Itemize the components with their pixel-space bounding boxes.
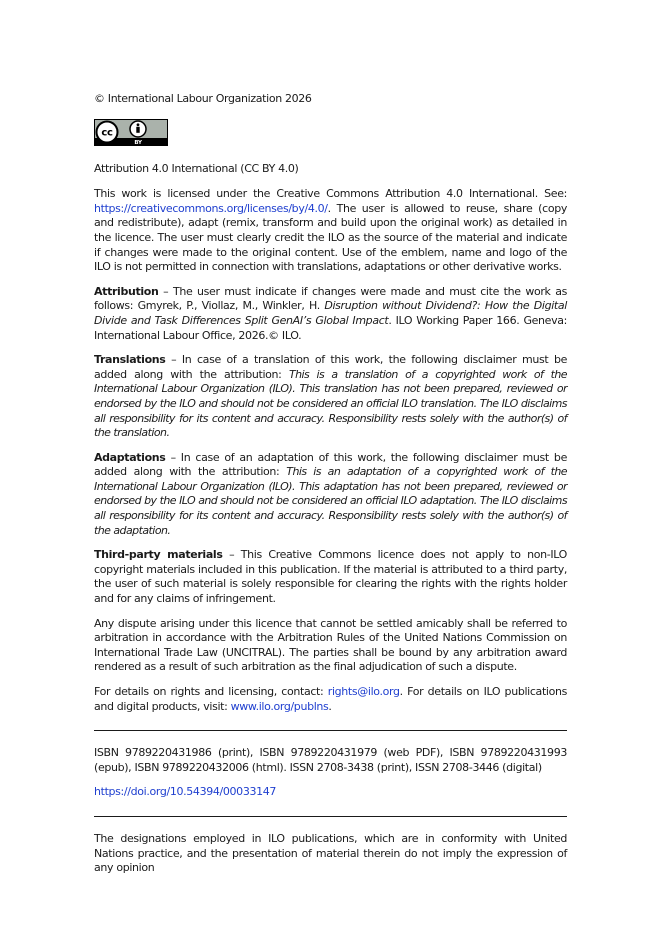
translations-heading: Translations xyxy=(94,353,166,367)
adaptations-paragraph xyxy=(94,451,567,539)
adaptations-disclaimer: This is an adaptation of a copyrighted work of the International Labour Organization (ILO). This adaptation has not been prepared, reviewed or endorsed by the ILO and should not be considered an official ILO adaptation. The ILO disclaims all responsibility for its content and accuracy. Responsibility rests solely with the author(s) of the adaptation. xyxy=(94,465,567,537)
cc-by-icon xyxy=(94,119,168,146)
cc-mark-text: cc xyxy=(101,127,113,139)
license-text-end: . The user is allowed to reuse, share (copy and redistribute), adapt (remix, transform and build upon the original work) as detailed in the licence. The user must clearly credit the ILO as the source of the material and indicate if changes were made to the original content. Use of the emblem, name and logo of the ILO is not permitted in connection with translations, adaptations or other derivative works. xyxy=(94,201,567,274)
license-text-start: This work is licensed under the Creative Commons Attribution 4.0 International. See: xyxy=(94,187,567,201)
divider-bottom xyxy=(94,816,567,817)
dispute-paragraph: Any dispute arising under this licence that cannot be settled amicably shall be referred to arbitration in accordance with the Arbitration Rules of the United Nations Commission on International Trade Law (UNCITRAL). The parties shall be bound by any arbitration award rendered as a result of such arbitration as the final adjudication of such a dispute. xyxy=(94,616,567,674)
divider-top xyxy=(94,730,567,731)
adaptations-intro: – In case of an adaptation of this work, the following disclaimer must be added along with the attribution: xyxy=(94,450,567,479)
contact-text-3: . xyxy=(328,699,332,713)
attribution-paragraph xyxy=(94,285,567,343)
publications-link[interactable]: www.ilo.org/publns xyxy=(230,699,329,713)
contact-text-2: . For details on ILO publications and digital products, visit: xyxy=(94,685,567,713)
third-party-paragraph xyxy=(94,548,567,606)
attribution-citation: . ILO Working Paper 166. Geneva: International Labour Office, 2026.© ILO. xyxy=(94,313,567,342)
doi-link[interactable]: https://doi.org/10.54394/00033147 xyxy=(94,785,277,799)
attribution-title: Disruption without Dividend?: How the Digital Divide and Task Differences Split GenAI’s Global Impact xyxy=(94,299,567,327)
attribution-intro: – The user must indicate if changes were made and must cite the work as follows: Gmyrek, P., Viollaz, M., Winkler, H. xyxy=(94,284,567,313)
rights-email-link[interactable]: rights@ilo.org xyxy=(327,685,400,698)
copyright-notice: © International Labour Organization 2026 xyxy=(94,92,312,105)
contact-text-1: For details on rights and licensing, contact: xyxy=(94,685,328,698)
translations-disclaimer: This is a translation of a copyrighted work of the International Labour Organization (ILO). This translation has not been prepared, reviewed or endorsed by the ILO and should not be considered an official ILO translation. The ILO disclaims all responsibility for its content and accuracy. Responsibility rests solely with the author(s) of the translation. xyxy=(94,367,567,440)
copyright-page-content xyxy=(94,92,567,876)
contact-paragraph xyxy=(94,685,567,714)
attribution-heading: Attribution xyxy=(94,284,159,298)
translations-intro: – In case of a translation of this work, the following disclaimer must be added along with the attribution: xyxy=(94,353,567,381)
third-party-heading: Third-party materials xyxy=(94,548,223,562)
license-link[interactable]: https://creativecommons.org/licenses/by/4.0/ xyxy=(94,201,328,215)
adaptations-heading: Adaptations xyxy=(94,450,166,464)
translations-paragraph xyxy=(94,353,567,441)
by-mark-text: BY xyxy=(134,139,142,146)
isbn-issn: ISBN 9789220431986 (print), ISBN 9789220431979 (web PDF), ISBN 9789220431993 (epub), ISBN 9789220432006 (html). ISSN 2708-3438 (print), ISSN 2708-3446 (digital) xyxy=(94,746,567,774)
license-paragraph xyxy=(94,187,567,275)
designations-paragraph: The designations employed in ILO publications, which are in conformity with United Nations practice, and the presentation of material therein do not imply the expression of any opinion xyxy=(94,831,567,875)
license-name: Attribution 4.0 International (CC BY 4.0) xyxy=(94,161,299,175)
third-party-text: – This Creative Commons licence does not apply to non-ILO copyright materials included in this publication. If the material is attributed to a third party, the user of such material is solely responsible for clearing the rights with the rights holder and for any claims of infringement. xyxy=(94,548,567,606)
